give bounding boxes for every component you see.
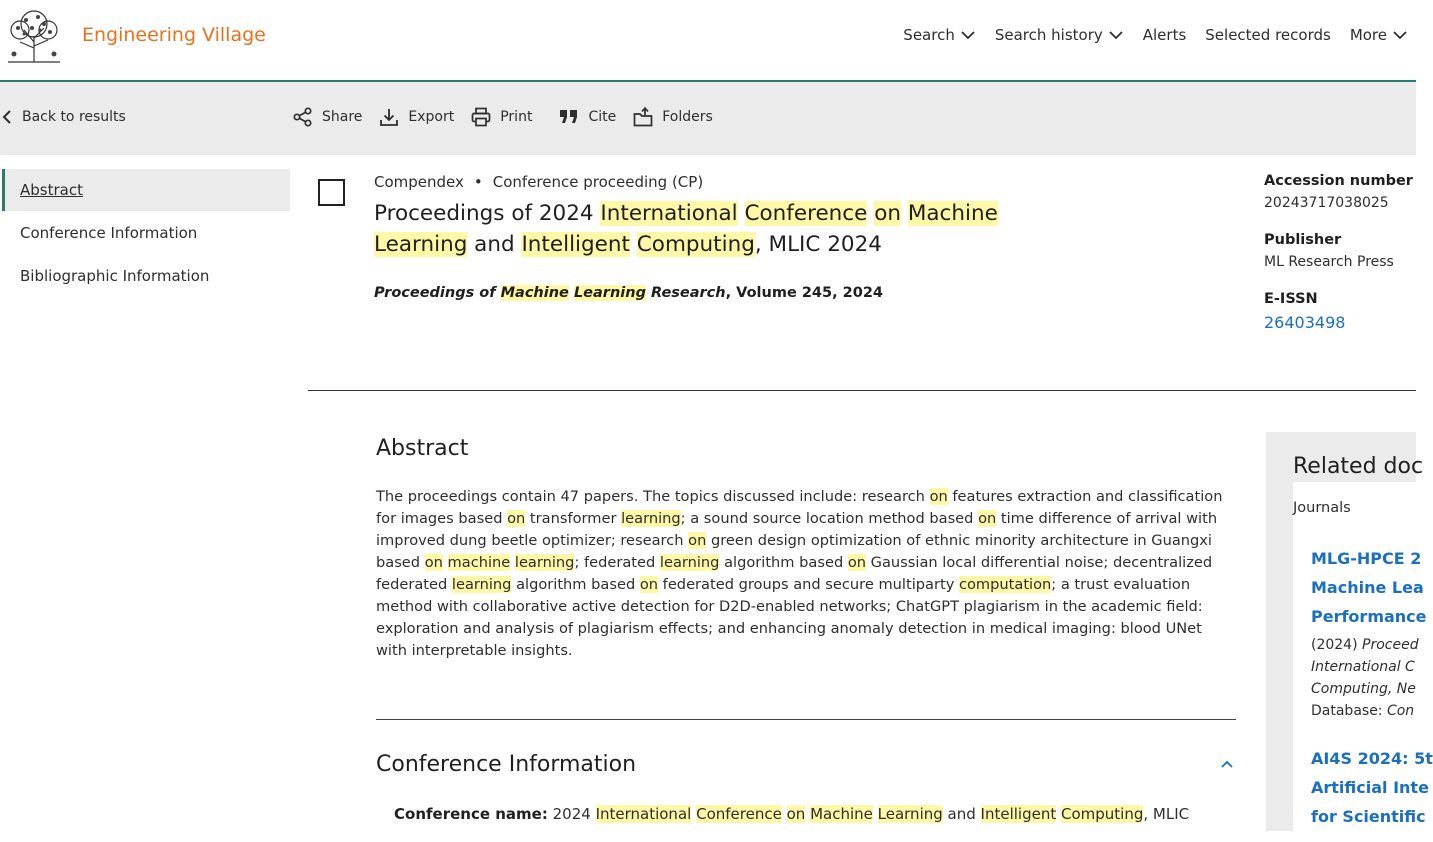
section-nav-bibliographic-information[interactable]: Bibliographic Information [20,267,210,285]
related-item-database-label: Database: [1311,703,1387,719]
section-nav-abstract[interactable]: Abstract [2,169,290,211]
share-icon [292,106,314,128]
search-term-highlight: on [424,554,443,571]
conference-info-heading: Conference Information [376,752,637,777]
abstract-text: The proceedings contain 47 papers. The topics discussed include: research on features extraction and classification for images based on transformer learning; a sound source location method based on time difference of arrival with improved dung beetle optimizer; research on green design optimization of ethnic minority architecture in Guangxi based on machine learning; federated learning algorithm based on Gaussian local differential noise; decentralized federated learning algorithm based on federated groups and secure multiparty computation; a trust evaluation method with collaborative active detection for D2D-enabled networks; ChatGPT plagiarism in the academic field: exploration and analysis of plagiarism effects; and enhancing anomaly detection in medical imaging: blood UNet with interpretable insights. [376,488,1223,659]
nav-search[interactable] [903,26,976,44]
conference-name-row [394,805,1189,823]
search-term-highlight: Conference [744,201,868,226]
accession-number-label: Accession number [1264,173,1413,189]
related-item-year: (2024) [1311,637,1363,653]
eissn-label: E-ISSN [1264,291,1318,307]
source-journal: Proceedings of Machine Learning Research [374,285,726,301]
database-label: Compendex [374,173,464,191]
search-term-highlight: on [688,532,707,549]
search-term-highlight: International [600,201,738,226]
search-term-highlight: on [978,510,997,527]
related-item-title-line[interactable]: Machine Lea [1311,578,1424,597]
related-item-source-line [1311,678,1419,700]
search-term-highlight: Learning [573,285,646,301]
print-icon [470,106,492,128]
search-term-highlight: learning [621,510,681,527]
related-item-title-line[interactable]: MLG-HPCE 2 [1311,549,1422,568]
conference-name-label: Conference name: [394,805,548,823]
logo-tree-icon[interactable] [4,8,64,64]
search-term-highlight: Conference [696,805,782,823]
related-documents-heading: Related doc [1293,454,1424,479]
related-item-source: Computing, Ne [1311,681,1416,697]
search-term-highlight: Learning [877,805,943,823]
related-item-title-line[interactable]: AI4S 2024: 5t [1311,749,1433,768]
search-term-highlight: learning [451,576,512,593]
eissn-link[interactable]: 26403498 [1264,313,1346,332]
share-label: Share [322,109,363,125]
search-term-highlight: learning [659,554,720,571]
related-item-meta [1311,634,1419,722]
nav-search-history[interactable] [995,26,1124,44]
search-term-highlight: Computing [636,232,755,257]
search-term-highlight: learning [514,554,575,571]
export-icon [378,106,400,128]
search-term-highlight: on [639,576,659,593]
abstract-heading: Abstract [376,436,469,461]
search-term-highlight: on [874,201,901,226]
folders-icon [632,106,654,128]
back-to-results-link[interactable] [2,109,126,125]
chevron-down-icon [1392,27,1408,43]
divider [308,390,1416,391]
nav-label: More [1349,26,1387,44]
accession-number-value: 20243717038025 [1264,195,1389,211]
meta-separator: • [473,173,483,191]
record-info [1264,173,1416,353]
related-documents-list [1293,482,1433,842]
chevron-down-icon [1108,27,1124,43]
nav-alerts[interactable] [1143,26,1187,44]
folders-button[interactable] [632,106,713,128]
top-nav [903,26,1408,44]
share-button[interactable] [292,106,362,128]
related-item-year-line [1311,634,1419,656]
search-term-highlight: on [929,488,948,505]
cite-button[interactable] [558,106,616,128]
search-term-highlight: International [595,805,692,823]
folders-label: Folders [662,109,713,125]
section-nav-conference-information[interactable]: Conference Information [20,224,198,242]
related-documents-panel [1266,432,1433,831]
related-item-title-line[interactable]: for Scientific [1311,807,1426,826]
record-title: Proceedings of 2024 International Conference on Machine Learning and Intelligent Computing, MLIC 2024 [374,201,998,257]
related-item-title-line[interactable]: Performance [1311,607,1427,626]
tab-journals[interactable]: Journals [1293,500,1351,516]
select-record-checkbox[interactable] [318,179,345,206]
related-item-database [1311,700,1419,722]
search-term-highlight: on [786,805,806,823]
nav-more[interactable] [1350,26,1408,44]
section-nav [2,169,290,298]
search-term-highlight: machine [447,554,511,571]
related-item-title-line[interactable]: Artificial Inte [1311,778,1429,797]
record-source [374,285,883,301]
chevron-left-icon [2,109,12,125]
back-to-results-label: Back to results [22,109,126,125]
nav-selected-records[interactable] [1205,26,1331,44]
related-item-source: Proceed [1362,637,1419,653]
chevron-up-icon[interactable] [1219,756,1235,772]
nav-label: Selected records [1205,26,1331,44]
related-item-source-line [1311,656,1419,678]
print-button[interactable] [470,106,532,128]
source-volume: , Volume 245, 2024 [725,285,884,301]
record-meta [374,173,703,191]
cite-label: Cite [588,109,617,125]
search-term-highlight: on [507,510,526,527]
doc-type-label: Conference proceeding (CP) [492,173,704,191]
search-term-highlight: Machine [500,285,569,301]
export-button[interactable] [378,106,454,128]
cite-icon [558,106,580,128]
chevron-down-icon [960,27,976,43]
conference-name-value: 2024 International Conference on Machine Learning and Intelligent Computing, MLIC [547,805,1190,823]
publisher-value: ML Research Press [1264,254,1394,270]
divider [376,719,1236,720]
search-term-highlight: Machine [907,201,998,226]
search-term-highlight: Machine [810,805,873,823]
nav-label: Search [903,26,955,44]
toolbar-actions [292,106,713,128]
search-term-highlight: Intelligent [521,232,630,257]
related-item-source: International C [1311,659,1415,675]
app-header [0,0,1416,82]
search-term-highlight: Intelligent [980,805,1057,823]
brand-name[interactable]: Engineering Village [82,24,266,46]
publisher-label: Publisher [1264,232,1342,248]
search-term-highlight: computation [958,576,1052,593]
search-term-highlight: Computing [1061,805,1144,823]
export-label: Export [408,109,455,125]
record-toolbar [0,82,1416,155]
nav-label: Search history [994,26,1103,44]
print-label: Print [500,109,533,125]
nav-label: Alerts [1142,26,1187,44]
related-item-database-value: Con [1386,703,1415,719]
search-term-highlight: Learning [374,232,468,257]
search-term-highlight: on [847,554,867,571]
